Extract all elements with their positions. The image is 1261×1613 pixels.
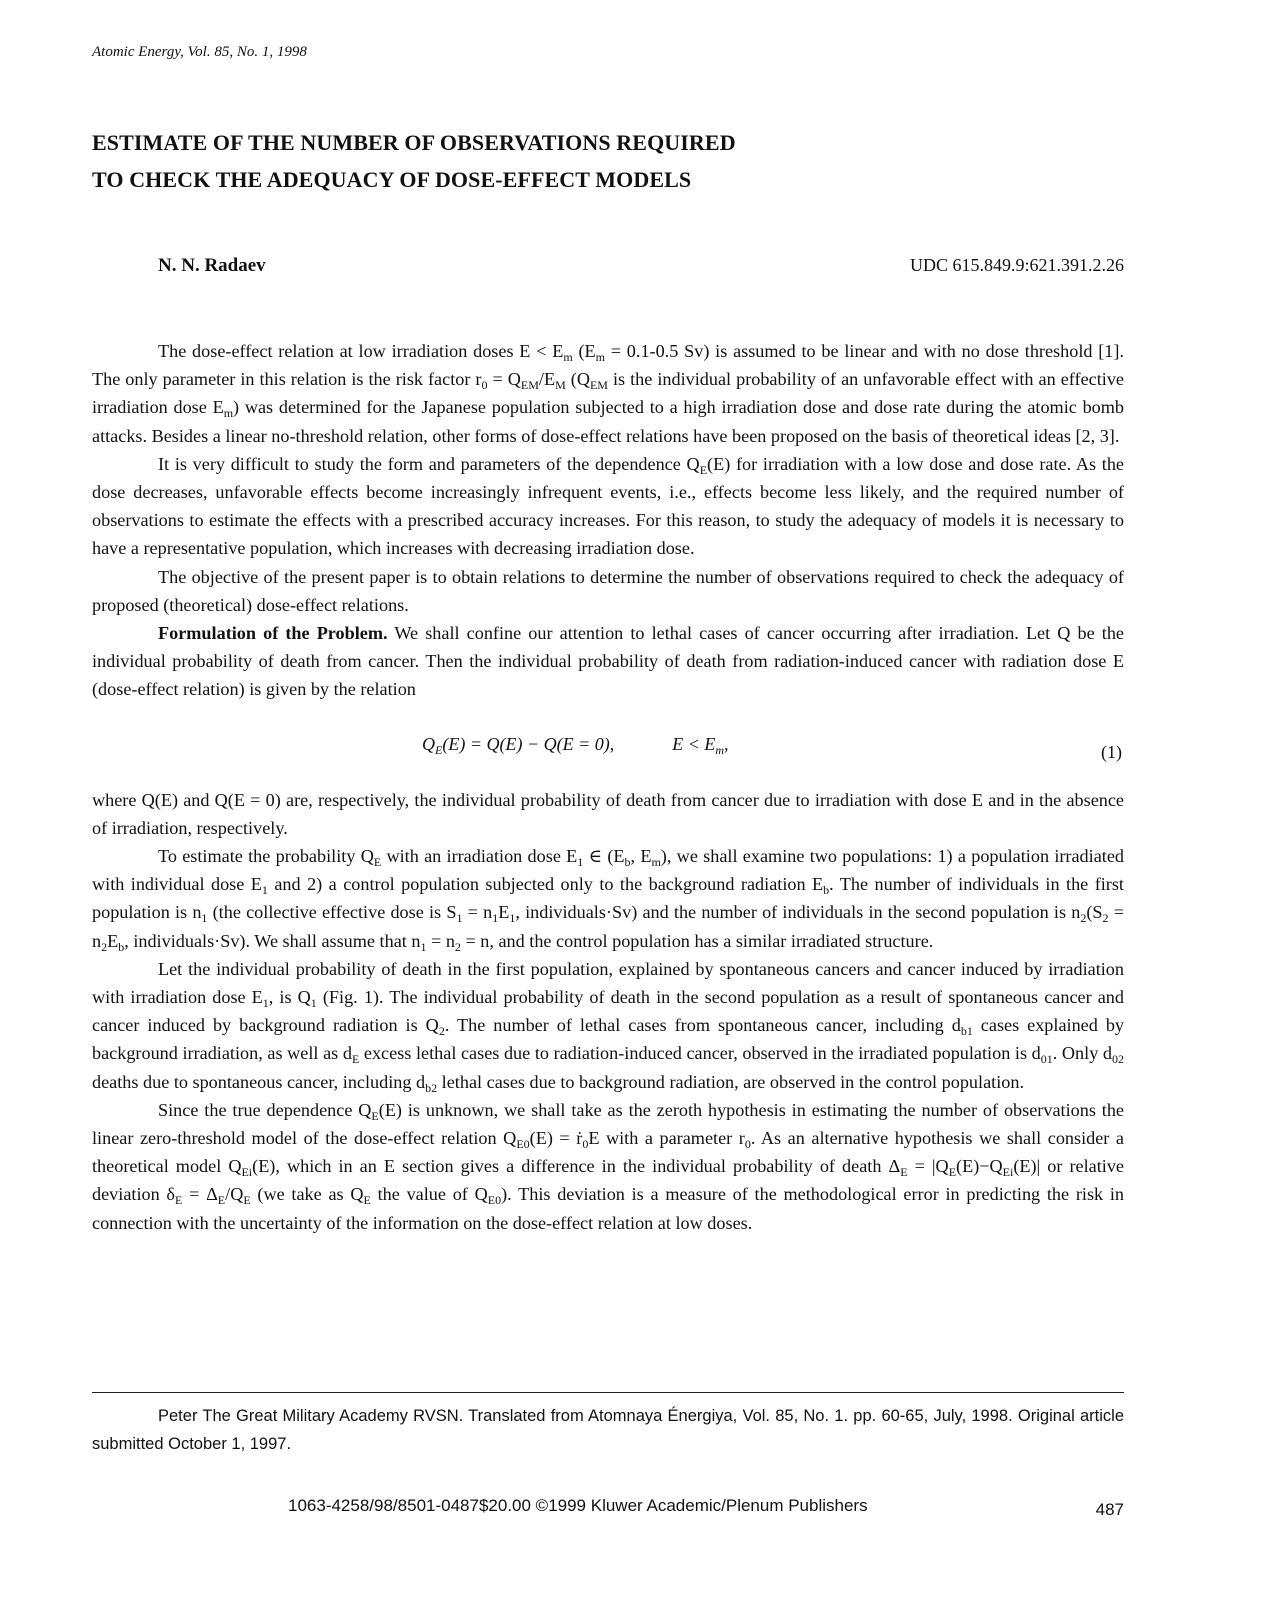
equation-number: (1)	[1101, 741, 1122, 762]
article-title	[92, 124, 736, 198]
paragraph-2: It is very difficult to study the form and parameters of the dependence $Q_E(E)$ for irradiation with a low dose and dose rate. As the dose decreases, unfavorable effects become increasingly infrequent events, i.e., effects become less likely, and the required number of observations to estimate the effects with a prescribed accuracy increases. For this reason, to study the adequacy of models it is necessary to have a representative population, which increases with decreasing irradiation dose.	[92, 453, 1124, 559]
udc-code: UDC 615.849.9:621.391.2.26	[909, 255, 1124, 275]
paragraph-3: The objective of the present paper is to obtain relations to determine the number of observations required to check the adequacy of proposed (theoretical) dose-effect relations.	[92, 566, 1124, 615]
paragraph-4: Formulation of the Problem. We shall confine our attention to lethal cases of cancer occurring after irradiation. Let Q be the individual probability of death from cancer. Then the individual probability of death from radiation-induced cancer with radiation dose E (dose-effect relation) is given by the relation	[92, 623, 1124, 700]
section-heading: Formulation of the Problem.	[158, 623, 388, 644]
author-name: N. N. Radaev	[158, 255, 266, 276]
paragraph-7: Let the individual probability of death in the first population, explained by spontaneous cancers and cancer induced by irradiation with irradiation dose $E_1$, is $Q_1$ (Fig. 1). The individual probability of death in the second population as a result of spontaneous cancer and cancer induced by background radiation is $Q_2$. The number of lethal cases from spontaneous cancer, including $d_{b1}$ cases explained by background irradiation, as well as $d_E$ excess lethal cases due to radiation-induced cancer, observed in the irradiated population is $d_{01}$. Only $d_{02}$ deaths due to spontaneous cancer, including $d_{b2}$ lethal cases due to background radiation, are observed in the control population.	[92, 958, 1125, 1095]
title-line-1: ESTIMATE OF THE NUMBER OF OBSERVATIONS REQUIRED	[92, 130, 736, 155]
equation-body: $Q_E(E) = Q(E) - Q(E = 0)$, $E < E_m$,	[422, 733, 729, 757]
paragraph-5: where Q(E) and Q(E = 0) are, respectively, the individual probability of death from cancer due to irradiation with dose E and in the absence of irradiation, respectively.	[92, 789, 1124, 838]
footnote-divider	[92, 1392, 1124, 1393]
article-body	[92, 337, 1124, 1237]
paragraph-8: Since the true dependence $Q_E(E)$ is unknown, we shall take as the zeroth hypothesis in estimating the number of observations the linear zero-threshold model of the dose-effect relation $Q_{E0}(E)$ = ṙ$_0$E with a parameter $r_0$. As an alternative hypothesis we shall consider a theoretical model $Q_{Ei}(E)$, which in an E section gives a difference in the individual probability of death $\Delta_E = |Q_E(E)-Q_{Ei}(E)|$ or relative deviation $\delta_E = \Delta_E/Q_E$ (we take as $Q_E$ the value of $Q_{E0}$). This deviation is a measure of the methodological error in predicting the risk in connection with the uncertainty of the information on the dose-effect relation at low doses.	[92, 1099, 1125, 1233]
title-line-2: TO CHECK THE ADEQUACY OF DOSE-EFFECT MODELS	[92, 167, 692, 192]
page-number: 487	[1095, 1500, 1124, 1519]
equation-1	[92, 712, 1124, 774]
journal-citation: Atomic Energy, Vol. 85, No. 1, 1998	[92, 44, 307, 60]
publisher-code: 1063-4258/98/8501-0487$20.00 ©1999 Kluwer Academic/Plenum Publishers	[288, 1496, 868, 1515]
paragraph-1: The dose-effect relation at low irradiation doses $E < E_m$ ($E_m = 0.1-0.5$ Sv) is assumed to be linear and with no dose threshold [1]. The only parameter in this relation is the risk factor $r_0 = Q_{EM}/E_M$ ($Q_{EM}$ is the individual probability of an unfavorable effect with an effective irradiation dose $E_m$) was determined for the Japanese population subjected to a high irradiation dose and dose rate during the atomic bomb attacks. Besides a linear no-threshold relation, other forms of dose-effect relations have been proposed on the basis of theoretical ideas [2, 3].	[92, 341, 1125, 446]
footnote	[92, 1402, 1124, 1458]
footnote-text: Peter The Great Military Academy RVSN. Translated from Atomnaya Énergiya, Vol. 85, No. 1. pp. 60-65, July, 1998. Original article submitted October 1, 1997.	[92, 1407, 1124, 1453]
paragraph-6: To estimate the probability $Q_E$ with an irradiation dose $E_1$ ∈ ($E_b$, $E_m$), we shall examine two populations: 1) a population irradiated with individual dose $E_1$ and 2) a control population subjected only to the background radiation $E_b$. The number of individuals in the first population is $n_1$ (the collective effective dose is $S_1 = n_1E_1$, individuals·Sv) and the number of individuals in the second population is $n_2(S_2 = n_2E_b$, individuals·Sv). We shall assume that $n_1 = n_2 = n$, and the control population has a similar irradiated structure.	[92, 846, 1125, 954]
